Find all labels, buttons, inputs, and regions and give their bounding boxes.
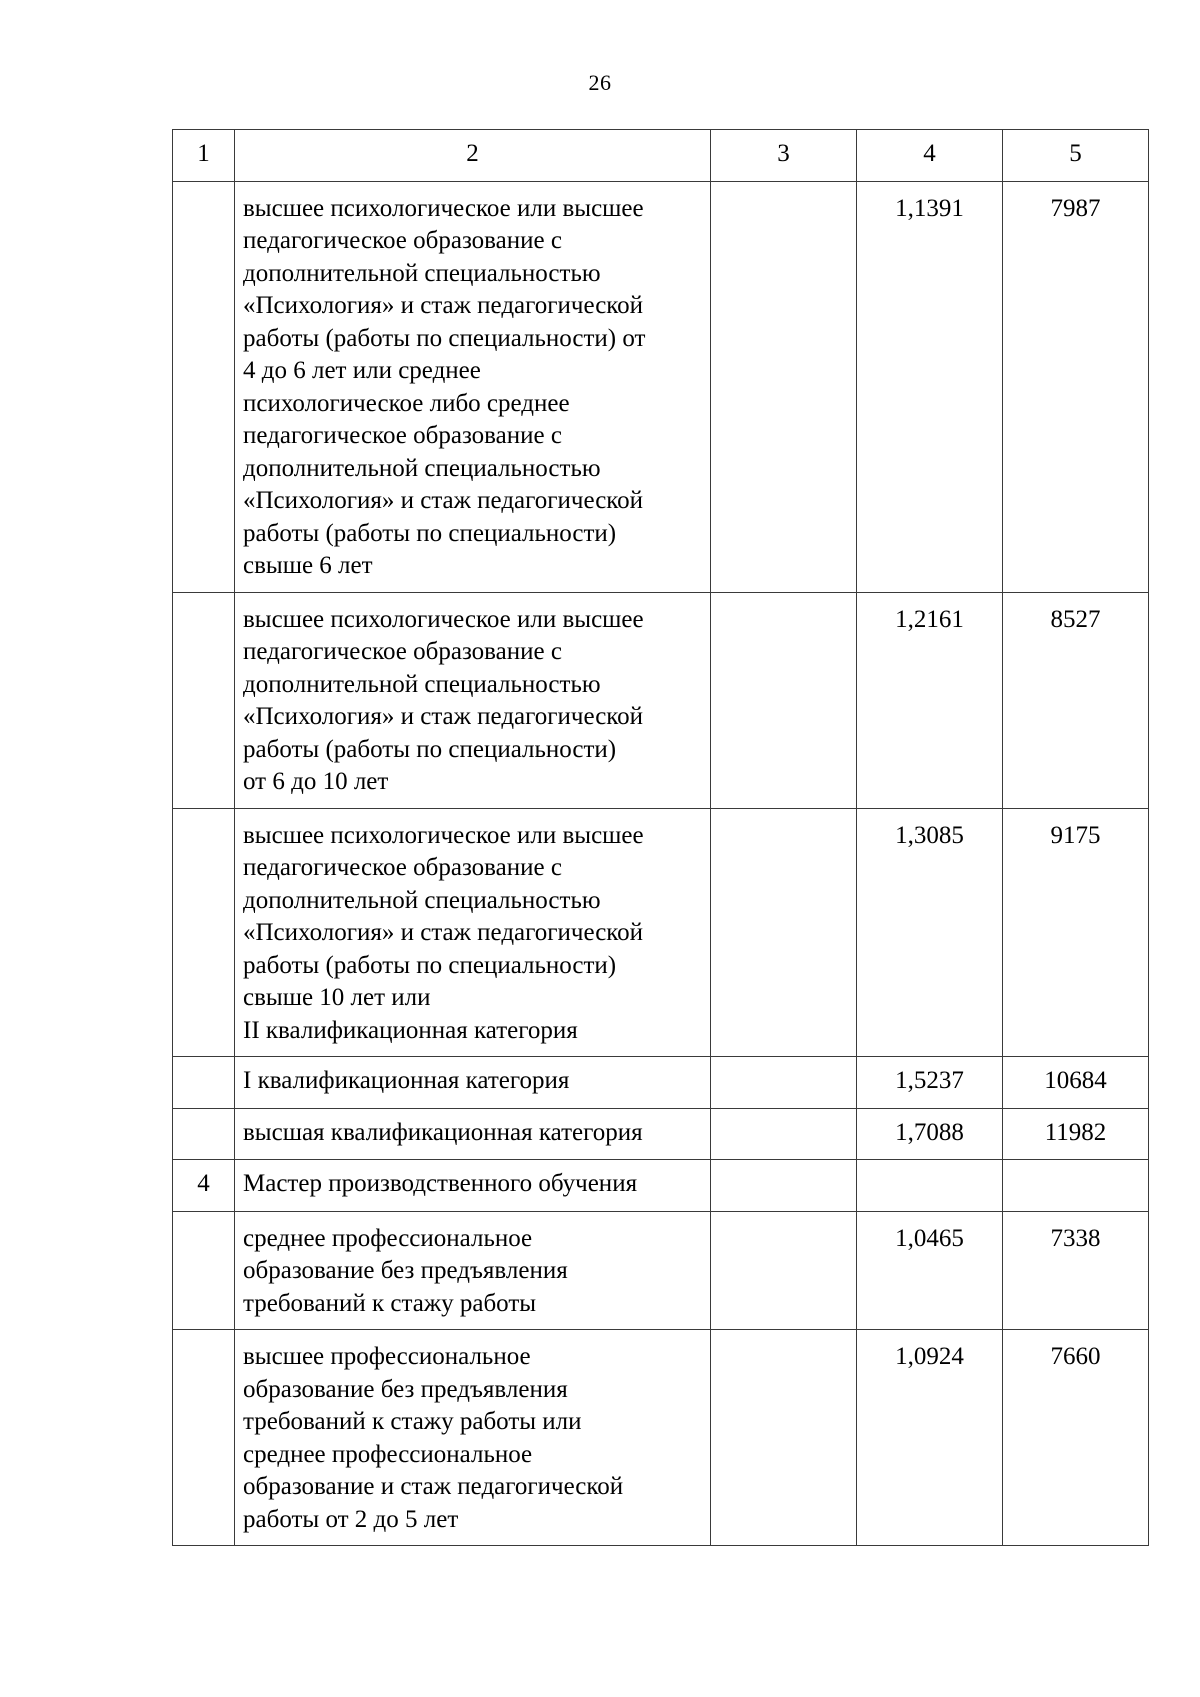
column-3-cell bbox=[711, 1211, 857, 1330]
coefficient-cell: 1,0465 bbox=[857, 1211, 1003, 1330]
header-cell-3: 3 bbox=[711, 130, 857, 182]
column-3-cell bbox=[711, 1057, 857, 1109]
coefficient-cell: 1,3085 bbox=[857, 808, 1003, 1057]
column-3-cell bbox=[711, 181, 857, 592]
salary-table bbox=[172, 129, 1149, 1546]
row-number-cell bbox=[173, 592, 235, 808]
salary-cell: 7987 bbox=[1003, 181, 1149, 592]
salary-cell: 7338 bbox=[1003, 1211, 1149, 1330]
coefficient-cell bbox=[857, 1160, 1003, 1212]
coefficient-cell: 1,0924 bbox=[857, 1330, 1003, 1546]
table-row-position-heading bbox=[173, 1160, 1149, 1212]
header-cell-5: 5 bbox=[1003, 130, 1149, 182]
salary-cell: 7660 bbox=[1003, 1330, 1149, 1546]
row-number-cell bbox=[173, 1211, 235, 1330]
header-cell-4: 4 bbox=[857, 130, 1003, 182]
qualification-description-cell: высшее психологическое или высшее педагогическое образование с дополнительной специальностью «Психология» и стаж педагогической работы (работы по специальности) свыше 10 лет или II квалификационная категория bbox=[235, 808, 711, 1057]
header-cell-1: 1 bbox=[173, 130, 235, 182]
salary-cell: 8527 bbox=[1003, 592, 1149, 808]
header-cell-2: 2 bbox=[235, 130, 711, 182]
table-row bbox=[173, 1057, 1149, 1109]
row-number-cell bbox=[173, 181, 235, 592]
column-3-cell bbox=[711, 1160, 857, 1212]
coefficient-cell: 1,2161 bbox=[857, 592, 1003, 808]
salary-cell: 10684 bbox=[1003, 1057, 1149, 1109]
row-number-cell bbox=[173, 808, 235, 1057]
column-3-cell bbox=[711, 808, 857, 1057]
position-title-cell: Мастер производственного обучения bbox=[235, 1160, 711, 1212]
salary-cell bbox=[1003, 1160, 1149, 1212]
column-3-cell bbox=[711, 1330, 857, 1546]
table-row bbox=[173, 1108, 1149, 1160]
qualification-description-cell: I квалификационная категория bbox=[235, 1057, 711, 1109]
row-number-cell bbox=[173, 1330, 235, 1546]
column-3-cell bbox=[711, 1108, 857, 1160]
qualification-description-cell: высшее психологическое или высшее педагогическое образование с дополнительной специальностью «Психология» и стаж педагогической работы (работы по специальности) от 4 до 6 лет или среднее психологическое либо среднее педагогическое образование с дополнительной специальностью «Психология» и стаж педагогической работы (работы по специальности) свыше 6 лет bbox=[235, 181, 711, 592]
salary-cell: 9175 bbox=[1003, 808, 1149, 1057]
table-row bbox=[173, 808, 1149, 1057]
qualification-description-cell: среднее профессиональное образование без предъявления требований к стажу работы bbox=[235, 1211, 711, 1330]
table-header-row bbox=[173, 130, 1149, 182]
qualification-description-cell: высшее психологическое или высшее педагогическое образование с дополнительной специальностью «Психология» и стаж педагогической работы (работы по специальности) от 6 до 10 лет bbox=[235, 592, 711, 808]
row-number-cell bbox=[173, 1108, 235, 1160]
table-row bbox=[173, 1211, 1149, 1330]
row-number-cell bbox=[173, 1057, 235, 1109]
qualification-description-cell: высшее профессиональное образование без предъявления требований к стажу работы или среднее профессиональное образование и стаж педагогической работы от 2 до 5 лет bbox=[235, 1330, 711, 1546]
column-3-cell bbox=[711, 592, 857, 808]
page-number: 26 bbox=[588, 70, 612, 95]
table-row bbox=[173, 592, 1149, 808]
salary-cell: 11982 bbox=[1003, 1108, 1149, 1160]
coefficient-cell: 1,7088 bbox=[857, 1108, 1003, 1160]
row-number-cell: 4 bbox=[173, 1160, 235, 1212]
table-row bbox=[173, 1330, 1149, 1546]
qualification-description-cell: высшая квалификационная категория bbox=[235, 1108, 711, 1160]
coefficient-cell: 1,1391 bbox=[857, 181, 1003, 592]
coefficient-cell: 1,5237 bbox=[857, 1057, 1003, 1109]
table-row bbox=[173, 181, 1149, 592]
